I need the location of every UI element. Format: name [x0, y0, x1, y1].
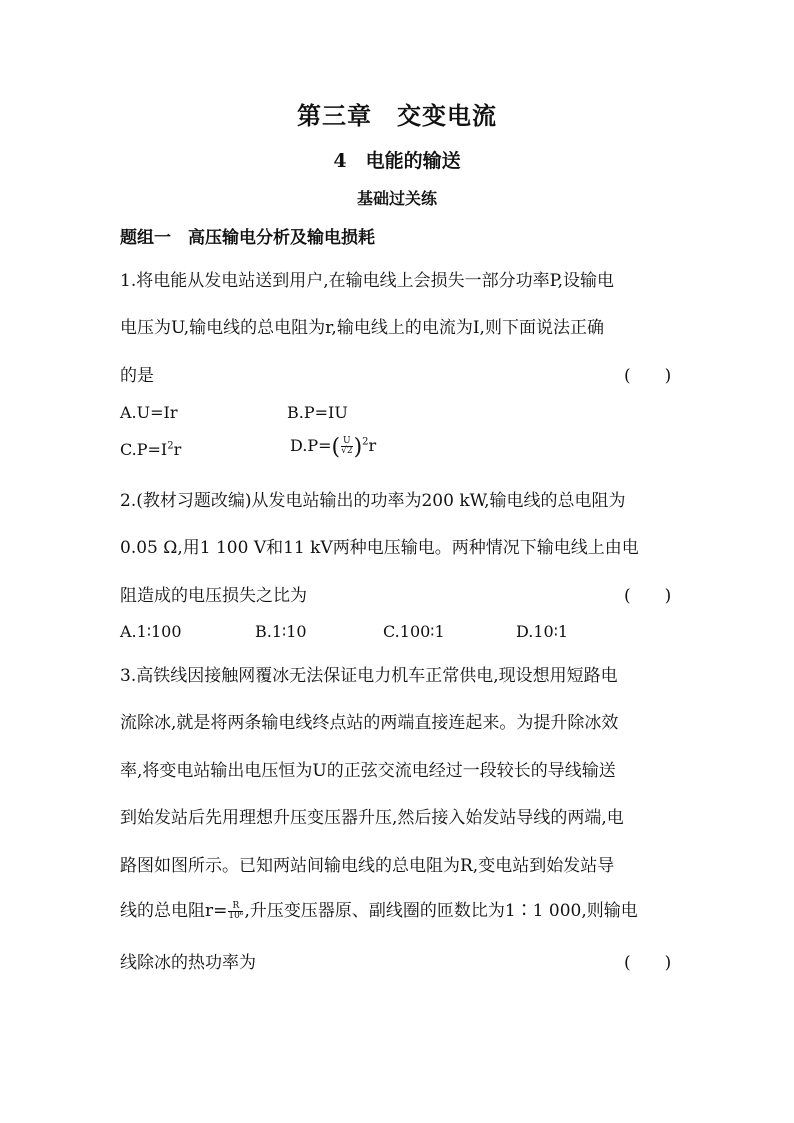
q2-line3: 阻造成的电压损失之比为 [120, 586, 307, 606]
subtitle: 基础过关练 [356, 189, 437, 208]
q2-option-c: C.100∶1 [383, 622, 445, 641]
q1-line3: 的是 [120, 366, 154, 386]
q2-option-a: A.1∶100 [120, 622, 182, 641]
q1-option-d [290, 435, 376, 460]
q2-line1: 2.(教材习题改编)从发电站输出的功率为200 kW,输电线的总电阻为 [120, 491, 626, 511]
q1-option-d-fraction [341, 437, 352, 456]
fraction-numerator: U [343, 436, 351, 446]
q1-line1: 1.将电能从发电站送到用户,在输电线上会损失一部分功率P,设输电 [120, 271, 615, 291]
q3-line1: 3.高铁线因接触网覆冰无法保证电力机车正常供电,现设想用短路电 [120, 666, 618, 686]
q1-option-c-tail: r [173, 440, 182, 459]
q2-answer-paren: ( ) [624, 586, 672, 606]
q1-line2: 电压为U,输电线的总电阻为r,输电线上的电流为I,则下面说法正确 [120, 318, 604, 338]
q3-line4: 到始发站后先用理想升压变压器升压,然后接入始发站导线的两端,电 [120, 808, 624, 828]
q2-option-b: B.1∶10 [255, 622, 307, 641]
q1-option-c-text: C.P=I [120, 440, 168, 459]
q1-option-c [120, 440, 181, 459]
q2-option-d: D.10∶1 [516, 622, 569, 641]
q1-option-d-tail: r [368, 436, 377, 455]
q1-option-a: A.U=Ir [120, 403, 178, 422]
q3-line6-text: 线的总电阻r= [120, 901, 228, 921]
q3-line6-tail: ,升压变压器原、副线圈的匝数比为1∶1 000,则输电 [244, 901, 638, 921]
q3-line7: 线除冰的热功率为 [120, 953, 256, 973]
q3-line2: 流除冰,就是将两条输电线终点站的两端直接连起来。为提升除冰效 [120, 713, 619, 733]
q3-answer-paren: ( ) [624, 953, 672, 973]
q1-option-c-exponent: 2 [167, 440, 174, 452]
section-title: 4 电能的输送 [333, 150, 461, 172]
q1-option-d-exponent: 2 [362, 436, 369, 448]
q1-answer-paren: ( ) [624, 366, 672, 386]
fraction-denominator: √2 [341, 446, 353, 456]
right-paren: ) [353, 435, 363, 460]
q2-line2: 0.05 Ω,用1 100 V和11 kV两种电压输电。两种情况下输电线上由电 [120, 538, 639, 558]
fraction-numerator: R [228, 902, 243, 912]
q3-line6 [120, 896, 638, 921]
q3-resistance-fraction [228, 902, 243, 921]
question-group-title: 题组一 高压输电分析及输电损耗 [120, 228, 375, 248]
q1-option-b: B.P=IU [287, 403, 348, 422]
q3-line5: 路图如图所示。已知两站间输电线的总电阻为R,变电站到始发站导 [120, 856, 615, 876]
q1-option-d-text: D.P= [290, 436, 332, 455]
chapter-title: 第三章 交变电流 [297, 101, 497, 130]
q3-line3: 率,将变电站输出电压恒为U的正弦交流电经过一段较长的导线输送 [120, 761, 616, 781]
fraction-denominator: 10⁶ [228, 911, 244, 921]
left-paren: ( [331, 435, 341, 460]
